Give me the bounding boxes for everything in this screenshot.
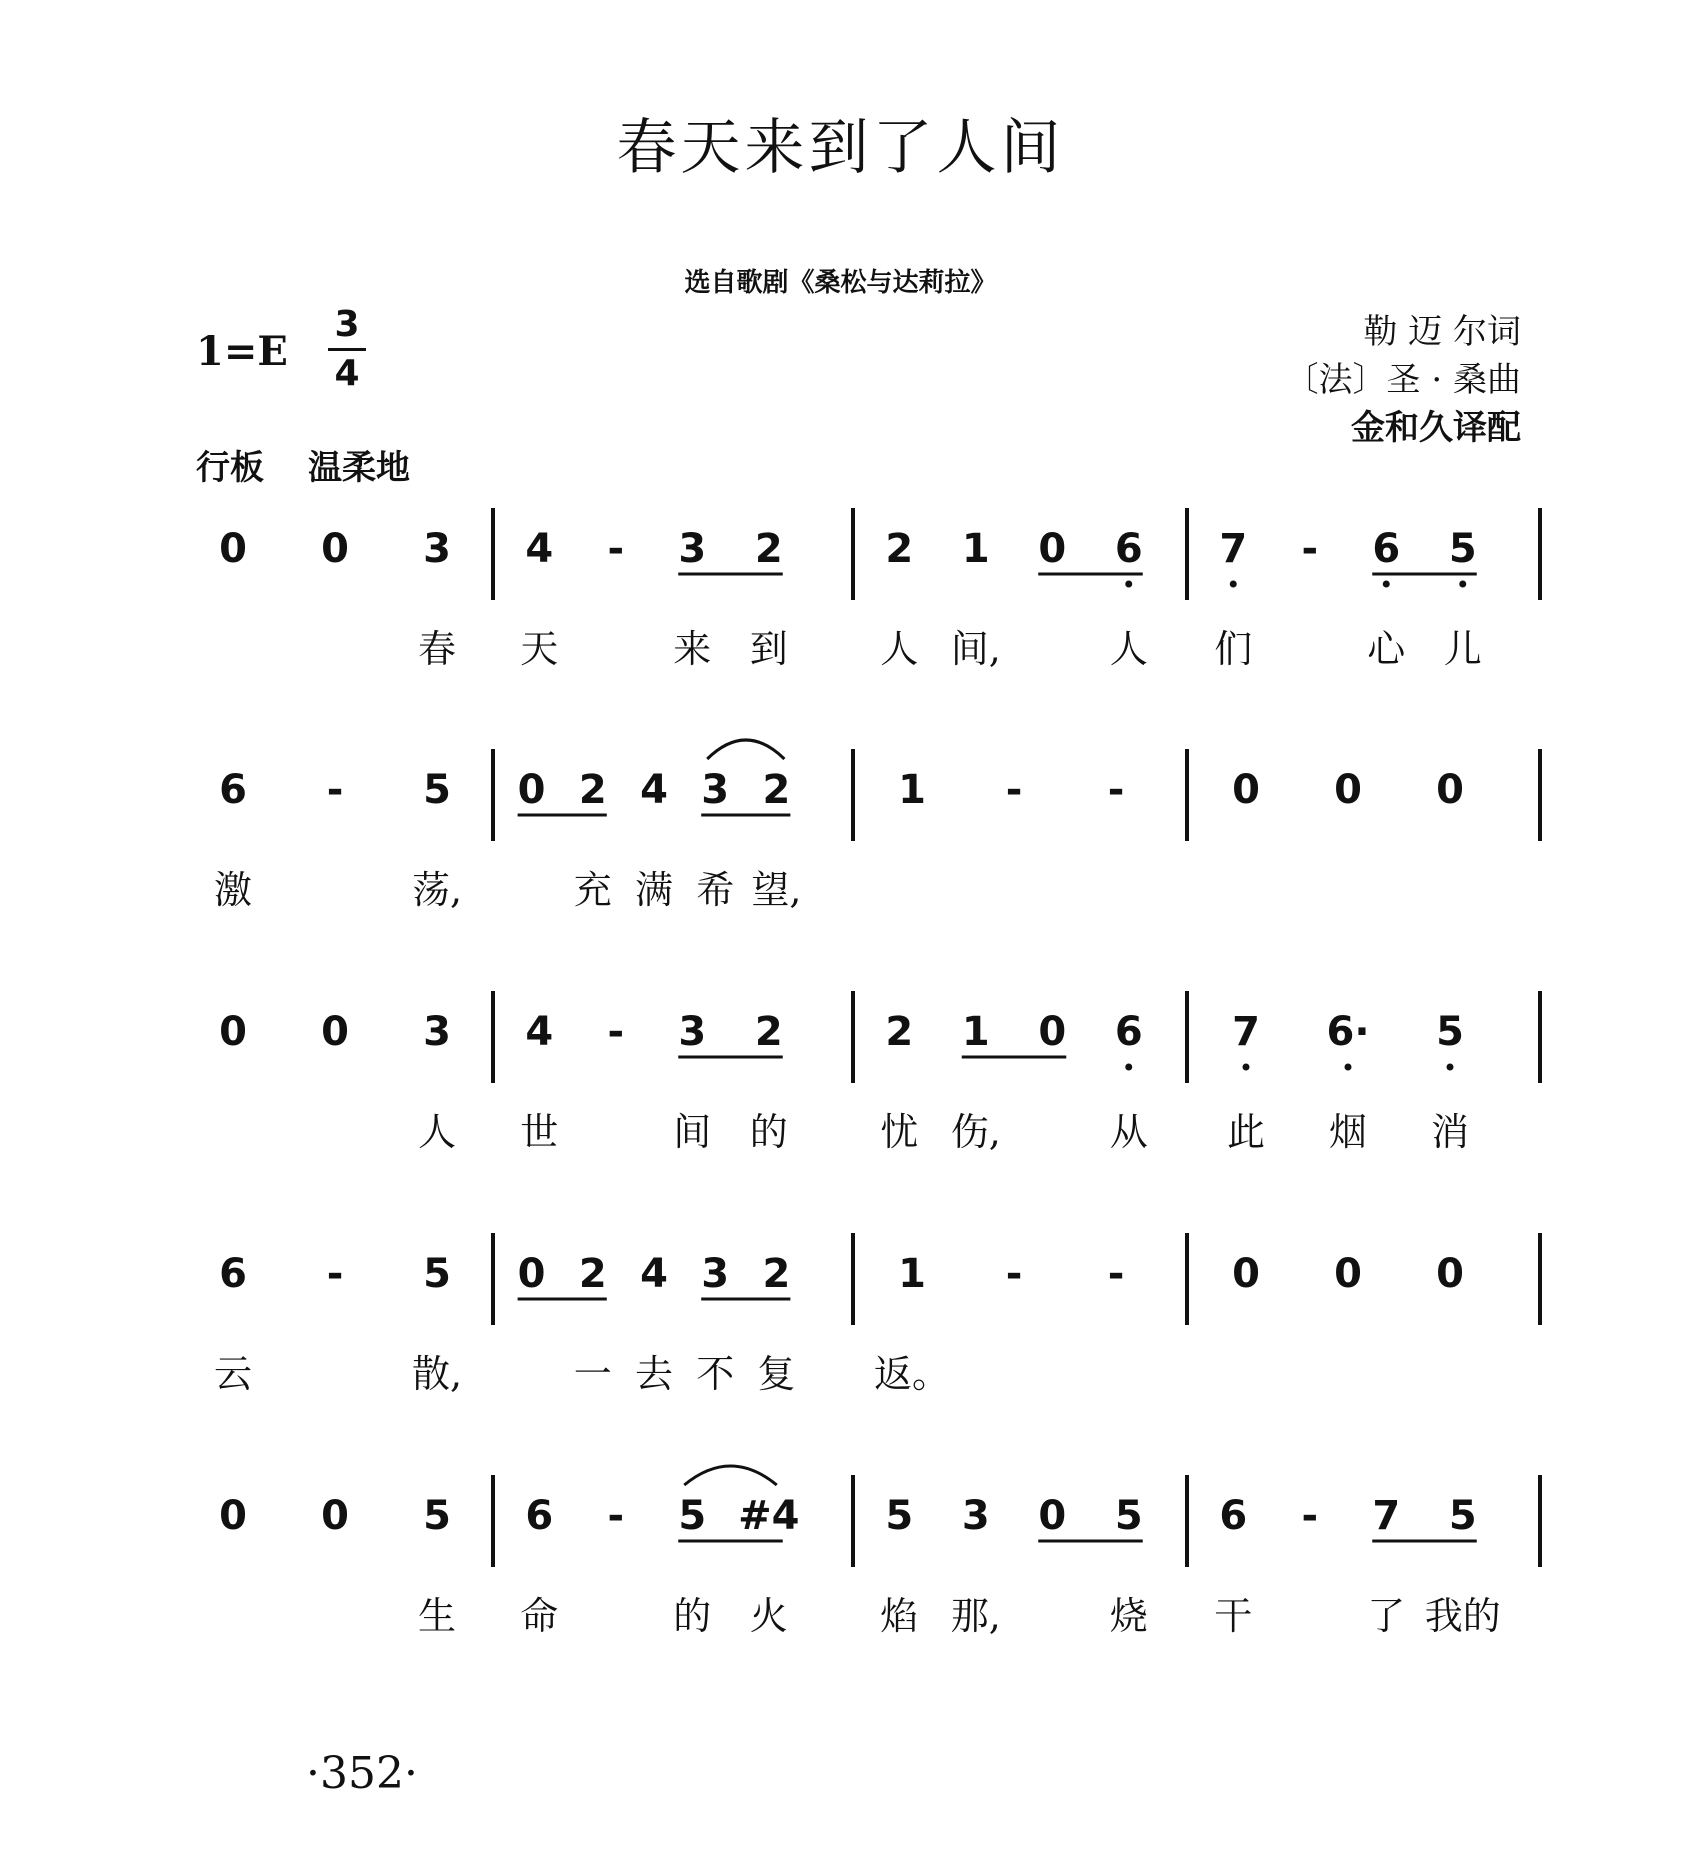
- lyric: 不: [696, 1352, 735, 1396]
- note: 3: [423, 1009, 451, 1055]
- score-title: 春天来到了人间: [616, 113, 1065, 183]
- note: 2: [762, 767, 791, 813]
- lyric: 人: [417, 1110, 457, 1154]
- note: 1: [961, 526, 990, 572]
- note: 0: [321, 526, 349, 572]
- note: 2: [885, 526, 914, 572]
- key-label: 1=E: [196, 328, 288, 375]
- lyric: 去: [634, 1352, 674, 1396]
- note-dash: -: [1107, 767, 1125, 813]
- lyric: 充: [573, 868, 612, 912]
- note: 3: [678, 1009, 707, 1055]
- lyric: 人: [880, 627, 919, 671]
- octave-dot-below: [1243, 1064, 1250, 1071]
- note: 1: [898, 767, 926, 813]
- note: 0: [1436, 1251, 1464, 1297]
- note: 3: [961, 1493, 990, 1539]
- note-dash: -: [1301, 1493, 1319, 1539]
- score-subtitle: 选自歌剧《桑松与达莉拉》: [684, 268, 997, 298]
- note-dash: -: [607, 1493, 625, 1539]
- note: 0: [321, 1493, 349, 1539]
- note: 0: [517, 1251, 546, 1297]
- note: 3: [701, 1251, 730, 1297]
- note: 0: [219, 526, 247, 572]
- note: 2: [762, 1251, 791, 1297]
- lyric: 一: [573, 1352, 612, 1396]
- octave-dot-below: [1459, 581, 1466, 588]
- note: 6: [1114, 526, 1143, 572]
- lyricist-credit: 勒 迈 尔词: [1363, 312, 1521, 352]
- lyric: 生: [417, 1594, 457, 1638]
- lyric: 伤,: [950, 1110, 1001, 1154]
- slur: [684, 1466, 777, 1485]
- note-dash: -: [326, 1251, 344, 1297]
- note: 3: [701, 767, 730, 813]
- lyric: 来: [673, 627, 712, 671]
- note: 7: [1219, 526, 1248, 572]
- composer-credit: 〔法〕圣 · 桑曲: [1284, 360, 1521, 400]
- note: 0: [1232, 1251, 1260, 1297]
- note: 5: [1114, 1493, 1143, 1539]
- lyric: 火: [749, 1594, 788, 1638]
- lyric: 的: [673, 1594, 712, 1638]
- note: #4: [738, 1493, 800, 1539]
- note: 1: [961, 1009, 990, 1055]
- translator-credit: 金和久译配: [1351, 408, 1521, 448]
- page-number: ·352·: [306, 1748, 418, 1799]
- octave-dot-below: [1447, 1064, 1454, 1071]
- lyric: 们: [1214, 627, 1253, 671]
- time-denominator: 4: [334, 353, 360, 394]
- note: 2: [754, 526, 783, 572]
- note: 0: [1038, 1493, 1067, 1539]
- note: 3: [678, 526, 707, 572]
- lyric: 此: [1226, 1110, 1266, 1154]
- note: 2: [885, 1009, 914, 1055]
- note: 6: [1114, 1009, 1143, 1055]
- lyric: 世: [520, 1110, 559, 1154]
- octave-dot-below: [1345, 1064, 1352, 1071]
- note: 0: [219, 1009, 247, 1055]
- note: 5: [885, 1493, 914, 1539]
- lyric: 希: [696, 868, 735, 912]
- note: 1: [898, 1251, 926, 1297]
- note: 0: [1436, 767, 1464, 813]
- lyric: 儿: [1443, 627, 1482, 671]
- lyric: 荡,: [411, 868, 463, 912]
- note: 7: [1372, 1493, 1401, 1539]
- lyric: 间: [673, 1110, 712, 1154]
- note-dash: -: [326, 767, 344, 813]
- note: 6: [1372, 526, 1401, 572]
- lyric: 人: [1109, 627, 1148, 671]
- note-dash: -: [1107, 1251, 1125, 1297]
- note: 5: [423, 1251, 451, 1297]
- note: 5: [1448, 526, 1477, 572]
- lyric: 命: [520, 1594, 559, 1638]
- tempo-expression: 温柔地: [308, 448, 410, 488]
- lyric: 焰: [880, 1594, 919, 1638]
- lyric: 复: [757, 1352, 796, 1396]
- lyric: 的: [749, 1110, 788, 1154]
- note: 3: [423, 526, 451, 572]
- note: 5: [1436, 1009, 1464, 1055]
- note: 0: [1232, 767, 1260, 813]
- lyric: 天: [520, 627, 559, 671]
- note-dash: -: [607, 526, 625, 572]
- note: 0: [1334, 767, 1362, 813]
- lyric: 散,: [411, 1352, 463, 1396]
- octave-dot-below: [1125, 1064, 1132, 1071]
- note: 4: [640, 767, 668, 813]
- note: 4: [525, 526, 554, 572]
- note: 6·: [1326, 1009, 1370, 1055]
- note: 0: [1334, 1251, 1362, 1297]
- note: 7: [1232, 1009, 1260, 1055]
- tempo-speed: 行板: [196, 448, 264, 488]
- lyric: 云: [213, 1352, 253, 1396]
- lyric: 消: [1430, 1110, 1470, 1154]
- lyric: 心: [1367, 627, 1406, 671]
- note: 2: [578, 767, 607, 813]
- lyric: 间,: [950, 627, 1001, 671]
- note: 0: [219, 1493, 247, 1539]
- note: 0: [1038, 526, 1067, 572]
- octave-dot-below: [1230, 581, 1237, 588]
- note-dash: -: [607, 1009, 625, 1055]
- lyric: 从: [1109, 1110, 1148, 1154]
- lyric: 激: [213, 868, 253, 912]
- note-dash: -: [1005, 1251, 1023, 1297]
- note: 6: [525, 1493, 554, 1539]
- octave-dot-below: [1125, 581, 1132, 588]
- note: 5: [423, 767, 451, 813]
- note: 0: [517, 767, 546, 813]
- lyric: 到: [749, 627, 788, 671]
- lyric: 望,: [751, 868, 802, 912]
- lyric: 干: [1214, 1594, 1253, 1638]
- lyric: 那,: [950, 1594, 1001, 1638]
- note: 5: [1448, 1493, 1477, 1539]
- slur: [707, 740, 784, 759]
- lyric: 了: [1367, 1594, 1406, 1638]
- time-numerator: 3: [334, 304, 360, 345]
- note-dash: -: [1301, 526, 1319, 572]
- lyric: 忧: [880, 1110, 919, 1154]
- note: 6: [219, 767, 247, 813]
- lyric: 春: [417, 627, 457, 671]
- lyric: 烟: [1328, 1110, 1368, 1154]
- note: 2: [754, 1009, 783, 1055]
- lyric: 我的: [1424, 1594, 1501, 1638]
- note: 4: [640, 1251, 668, 1297]
- lyric: 烧: [1109, 1594, 1148, 1638]
- note: 2: [578, 1251, 607, 1297]
- note: 0: [321, 1009, 349, 1055]
- octave-dot-below: [1383, 581, 1390, 588]
- lyric: 返。: [873, 1352, 951, 1396]
- note-dash: -: [1005, 767, 1023, 813]
- note: 6: [219, 1251, 247, 1297]
- note: 4: [525, 1009, 554, 1055]
- lyric: 满: [634, 868, 674, 912]
- note: 0: [1038, 1009, 1067, 1055]
- note: 6: [1219, 1493, 1248, 1539]
- note: 5: [423, 1493, 451, 1539]
- note: 5: [678, 1493, 707, 1539]
